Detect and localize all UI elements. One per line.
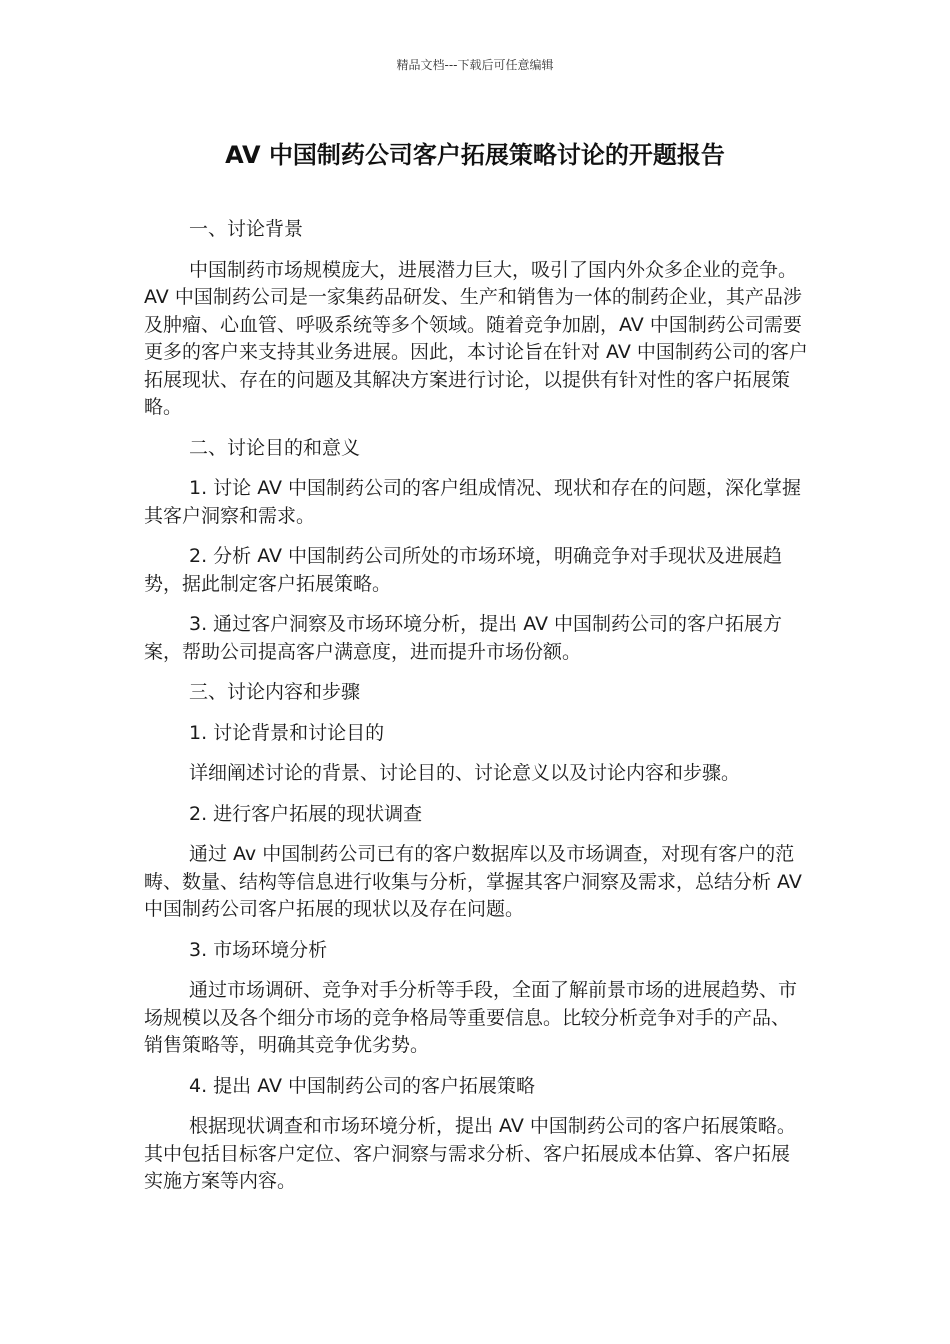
paragraph-purpose-3: 3. 通过客户洞察及市场环境分析，提出 AV 中国制药公司的客户拓展方案，帮助公司提高客户满意度，进而提升市场份额。 bbox=[144, 613, 783, 663]
section-heading-background: 一、讨论背景 bbox=[189, 218, 304, 240]
paragraph-purpose-1: 1. 讨论 AV 中国制药公司的客户组成情况、现状和存在的问题，深化掌握其客户洞察和需求。 bbox=[144, 477, 802, 527]
paragraph-step-3: 通过市场调研、竞争对手分析等手段，全面了解前景市场的进展趋势、市场规模以及各个细分市场的竞争格局等重要信息。比较分析竞争对手的产品、销售策略等，明确其竞争优劣势。 bbox=[144, 979, 798, 1056]
subheading-step-4: 4. 提出 AV 中国制药公司的客户拓展策略 bbox=[189, 1074, 536, 1097]
paragraph-step-2: 通过 Av 中国制药公司已有的客户数据库以及市场调查，对现有客户的范畴、数量、结构等信息进行收集与分析，掌握其客户洞察及需求，总结分析 AV 中国制药公司客户拓展的现状以及存在问题。 bbox=[144, 843, 802, 920]
section-heading-content: 三、讨论内容和步骤 bbox=[189, 681, 361, 703]
subheading-step-3: 3. 市场环境分析 bbox=[189, 938, 328, 961]
subheading-step-2: 2. 进行客户拓展的现状调查 bbox=[189, 802, 423, 825]
document-body bbox=[144, 216, 808, 1209]
section-heading-purpose: 二、讨论目的和意义 bbox=[189, 436, 361, 459]
paragraph-purpose-2: 2. 分析 AV 中国制药公司所处的市场环境，明确竞争对手现状及进展趋势，据此制定客户拓展策略。 bbox=[144, 545, 783, 595]
paragraph-step-1: 详细阐述讨论的背景、讨论目的、讨论意义以及讨论内容和步骤。 bbox=[189, 762, 741, 784]
document-title: AV 中国制药公司客户拓展策略讨论的开题报告 bbox=[225, 141, 725, 169]
paragraph-background: 中国制药市场规模庞大，进展潜力巨大，吸引了国内外众多企业的竞争。AV 中国制药公司是一家集药品研发、生产和销售为一体的制药企业，其产品涉及肿瘤、心血管、呼吸系统等多个领域。随着竞争加剧，AV 中国制药公司需要更多的客户来支持其业务进展。因此，本讨论旨在针对 AV 中国制药公司的客户拓展现状、存在的问题及其解决方案进行讨论，以提供有针对性的客户拓展策略。 bbox=[144, 258, 808, 418]
paragraph-step-4: 根据现状调查和市场环境分析，提出 AV 中国制药公司的客户拓展策略。其中包括目标客户定位、客户洞察与需求分析、客户拓展成本估算、客户拓展实施方案等内容。 bbox=[144, 1115, 796, 1192]
header-note: 精品文档---下载后可任意编辑 bbox=[396, 58, 554, 72]
subheading-step-1: 1. 讨论背景和讨论目的 bbox=[189, 721, 385, 744]
